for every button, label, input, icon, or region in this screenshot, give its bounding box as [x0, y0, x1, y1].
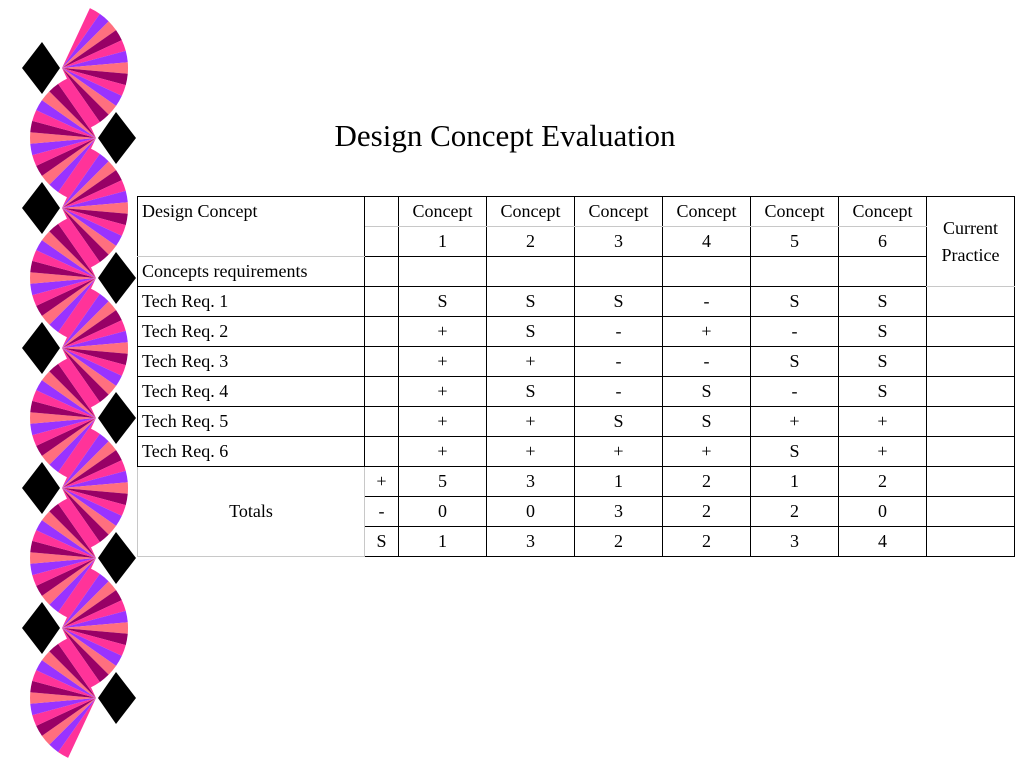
- total-cell: 3: [487, 527, 575, 557]
- current-practice-line-2: Practice: [941, 244, 1000, 265]
- blank-cell: [365, 347, 399, 377]
- rating-cell: +: [399, 407, 487, 437]
- blank-cell: [751, 257, 839, 287]
- total-cell: 1: [399, 527, 487, 557]
- fan-tip: [98, 252, 136, 304]
- rating-cell: S: [663, 407, 751, 437]
- rating-cell: S: [839, 317, 927, 347]
- rating-cell: S: [839, 347, 927, 377]
- blank-cell: [365, 317, 399, 347]
- table-row: [138, 377, 1015, 407]
- fan-tip: [22, 462, 60, 514]
- rating-cell: +: [839, 407, 927, 437]
- blank-cell: [365, 407, 399, 437]
- total-cell: 0: [839, 497, 927, 527]
- rating-cell: S: [487, 317, 575, 347]
- totals-sign: S: [365, 527, 399, 557]
- rating-cell: +: [399, 317, 487, 347]
- total-cell: 0: [487, 497, 575, 527]
- header-number-4: 4: [663, 227, 751, 257]
- rating-cell: +: [839, 437, 927, 467]
- rating-cell: S: [839, 377, 927, 407]
- rating-cell: S: [663, 377, 751, 407]
- current-practice-cell: [927, 377, 1015, 407]
- requirements-label: Concepts requirements: [138, 257, 365, 287]
- row-label: Tech Req. 1: [138, 287, 365, 317]
- rating-cell: +: [399, 347, 487, 377]
- header-row-1: [138, 197, 1015, 227]
- rating-cell: -: [575, 377, 663, 407]
- current-practice-cell: [927, 317, 1015, 347]
- fan-tip: [22, 42, 60, 94]
- rating-cell: +: [399, 437, 487, 467]
- rating-cell: S: [399, 287, 487, 317]
- current-practice-cell: [927, 527, 1015, 557]
- row-label: Tech Req. 5: [138, 407, 365, 437]
- blank-cell: [575, 257, 663, 287]
- table-row: [138, 287, 1015, 317]
- header-concept-6: Concept: [839, 197, 927, 227]
- header-concept-2: Concept: [487, 197, 575, 227]
- total-cell: 3: [575, 497, 663, 527]
- current-practice-cell: [927, 467, 1015, 497]
- total-cell: 3: [487, 467, 575, 497]
- total-cell: 4: [839, 527, 927, 557]
- blank-cell: [399, 257, 487, 287]
- row-label: Tech Req. 3: [138, 347, 365, 377]
- rating-cell: +: [575, 437, 663, 467]
- header-number-6: 6: [839, 227, 927, 257]
- fan-tip: [98, 392, 136, 444]
- rating-cell: +: [487, 407, 575, 437]
- header-blank-cell: [365, 227, 399, 257]
- total-cell: 2: [751, 497, 839, 527]
- rating-cell: S: [487, 287, 575, 317]
- rating-cell: -: [663, 287, 751, 317]
- rating-cell: -: [663, 347, 751, 377]
- header-blank-cell: [365, 197, 399, 227]
- totals-body: [138, 467, 1015, 557]
- rating-cell: +: [663, 317, 751, 347]
- blank-cell: [365, 287, 399, 317]
- requirements-row: [138, 257, 1015, 287]
- blank-cell: [365, 257, 399, 287]
- header-number-2: 2: [487, 227, 575, 257]
- current-practice-cell: [927, 347, 1015, 377]
- total-cell: 0: [399, 497, 487, 527]
- row-label: Tech Req. 6: [138, 437, 365, 467]
- header-number-5: 5: [751, 227, 839, 257]
- rating-cell: -: [751, 377, 839, 407]
- current-practice-cell: [927, 437, 1015, 467]
- evaluation-table: [137, 196, 1015, 557]
- total-cell: 2: [575, 527, 663, 557]
- fan-tip: [22, 602, 60, 654]
- row-label: Tech Req. 2: [138, 317, 365, 347]
- blank-cell: [365, 437, 399, 467]
- rating-cell: S: [487, 377, 575, 407]
- header-number-1: 1: [399, 227, 487, 257]
- fan-tip: [98, 532, 136, 584]
- blank-cell: [487, 257, 575, 287]
- totals-sign: -: [365, 497, 399, 527]
- current-practice-line-1: Current: [943, 217, 998, 238]
- rating-cell: +: [487, 437, 575, 467]
- total-cell: 2: [663, 497, 751, 527]
- total-cell: 5: [399, 467, 487, 497]
- decorative-fan-border: [0, 0, 140, 768]
- table-row: [138, 347, 1015, 377]
- rating-cell: +: [399, 377, 487, 407]
- slide-title-text: Design Concept Evaluation: [334, 118, 676, 153]
- row-label: Tech Req. 4: [138, 377, 365, 407]
- totals-sign: +: [365, 467, 399, 497]
- rating-cell: S: [575, 407, 663, 437]
- rating-cell: -: [575, 347, 663, 377]
- current-practice-cell: [927, 497, 1015, 527]
- current-practice-cell: [927, 287, 1015, 317]
- blank-cell: [663, 257, 751, 287]
- header-concept-4: Concept: [663, 197, 751, 227]
- slide-title: [0, 118, 1010, 154]
- header-current-practice: [927, 197, 1015, 287]
- requirements-body: [138, 287, 1015, 467]
- rating-cell: +: [751, 407, 839, 437]
- total-cell: 2: [663, 467, 751, 497]
- fan-tip: [98, 672, 136, 724]
- rating-cell: -: [575, 317, 663, 347]
- blank-cell: [365, 377, 399, 407]
- fan-tip: [22, 322, 60, 374]
- total-cell: 2: [839, 467, 927, 497]
- header-concept-1: Concept: [399, 197, 487, 227]
- total-cell: 1: [751, 467, 839, 497]
- table-row: [138, 437, 1015, 467]
- total-cell: 3: [751, 527, 839, 557]
- header-concept-5: Concept: [751, 197, 839, 227]
- rating-cell: S: [751, 437, 839, 467]
- header-design-concept: Design Concept: [138, 197, 365, 257]
- table-row: [138, 407, 1015, 437]
- rating-cell: +: [487, 347, 575, 377]
- table-row: [138, 317, 1015, 347]
- rating-cell: S: [751, 347, 839, 377]
- rating-cell: +: [663, 437, 751, 467]
- blank-cell: [839, 257, 927, 287]
- rating-cell: S: [751, 287, 839, 317]
- fan-tip: [22, 182, 60, 234]
- rating-cell: S: [575, 287, 663, 317]
- total-cell: 2: [663, 527, 751, 557]
- rating-cell: -: [751, 317, 839, 347]
- total-cell: 1: [575, 467, 663, 497]
- totals-label: Totals: [138, 467, 365, 557]
- current-practice-cell: [927, 407, 1015, 437]
- rating-cell: S: [839, 287, 927, 317]
- header-number-3: 3: [575, 227, 663, 257]
- header-concept-3: Concept: [575, 197, 663, 227]
- totals-row: [138, 467, 1015, 497]
